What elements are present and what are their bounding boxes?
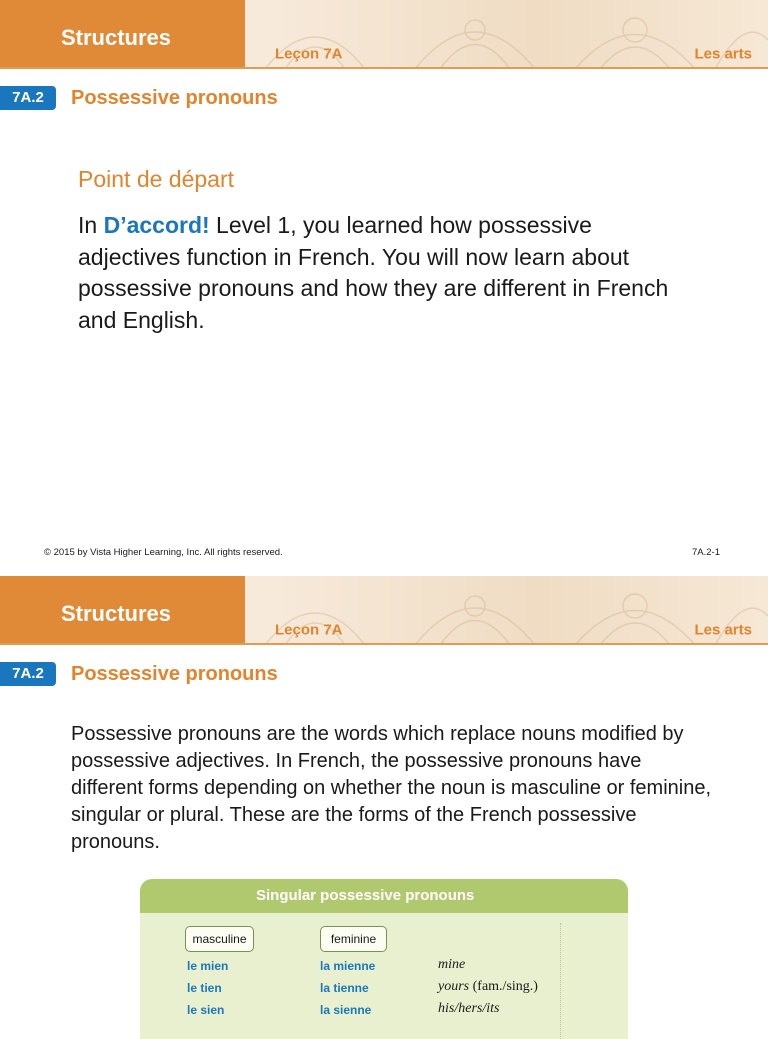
subheading: Point de départ xyxy=(78,166,235,192)
slide-title: Possessive pronouns xyxy=(71,663,278,685)
column-label-masculine: masculine xyxy=(185,926,254,952)
english-meaning: his/hers/its xyxy=(438,1001,500,1016)
column-label-feminine: feminine xyxy=(320,926,387,952)
header-unit: Les arts xyxy=(694,45,752,63)
table-cell-masculine: le tien xyxy=(187,981,222,995)
slide-2 xyxy=(0,576,768,1024)
table-divider xyxy=(560,923,561,1039)
brand-name: D’accord! xyxy=(103,212,210,238)
slide-header xyxy=(0,0,768,69)
slide-number: 7A.2-1 xyxy=(692,547,720,558)
header-lesson: Leçon 7A xyxy=(275,45,343,63)
header-section-title: Structures xyxy=(61,601,172,626)
header-unit: Les arts xyxy=(694,621,752,639)
header-lesson: Leçon 7A xyxy=(275,621,343,639)
table-cell-english xyxy=(438,1001,499,1017)
table-cell-feminine: la sienne xyxy=(320,1003,372,1017)
english-meaning: yours xyxy=(438,979,470,994)
table-cell-feminine: la mienne xyxy=(320,959,376,973)
header-rule xyxy=(0,67,768,69)
section-badge: 7A.2 xyxy=(0,662,56,686)
table-heading: Singular possessive pronouns xyxy=(140,879,628,913)
intro-text-start: In xyxy=(78,212,104,238)
table-cell-masculine: le mien xyxy=(187,959,229,973)
table-cell-english xyxy=(438,957,465,973)
header-rule xyxy=(0,643,768,645)
table-cell-feminine: la tienne xyxy=(320,981,369,995)
intro-text-rest: Level 1, you learned how possessive adjectives function in French. You will now learn about possessive pronouns and how they are different in French and English. xyxy=(78,212,669,333)
pronoun-table xyxy=(140,879,628,1039)
slide-title: Possessive pronouns xyxy=(71,87,278,109)
table-cell-english xyxy=(438,979,538,995)
intro-paragraph xyxy=(78,210,698,336)
english-note: (fam./sing.) xyxy=(469,979,538,994)
table-cell-masculine: le sien xyxy=(187,1003,225,1017)
section-badge: 7A.2 xyxy=(0,86,56,110)
copyright-notice: © 2015 by Vista Higher Learning, Inc. All rights reserved. xyxy=(44,547,283,558)
english-meaning: mine xyxy=(438,957,466,972)
header-section-title: Structures xyxy=(61,25,172,50)
explanation-paragraph: Possessive pronouns are the words which replace nouns modified by possessive adjectives. In French, the possessive pronouns have different forms depending on whether the noun is masculine or feminine, singular or plural. These are the forms of the French possessive pronouns. xyxy=(71,723,712,853)
slide-header xyxy=(0,576,768,645)
